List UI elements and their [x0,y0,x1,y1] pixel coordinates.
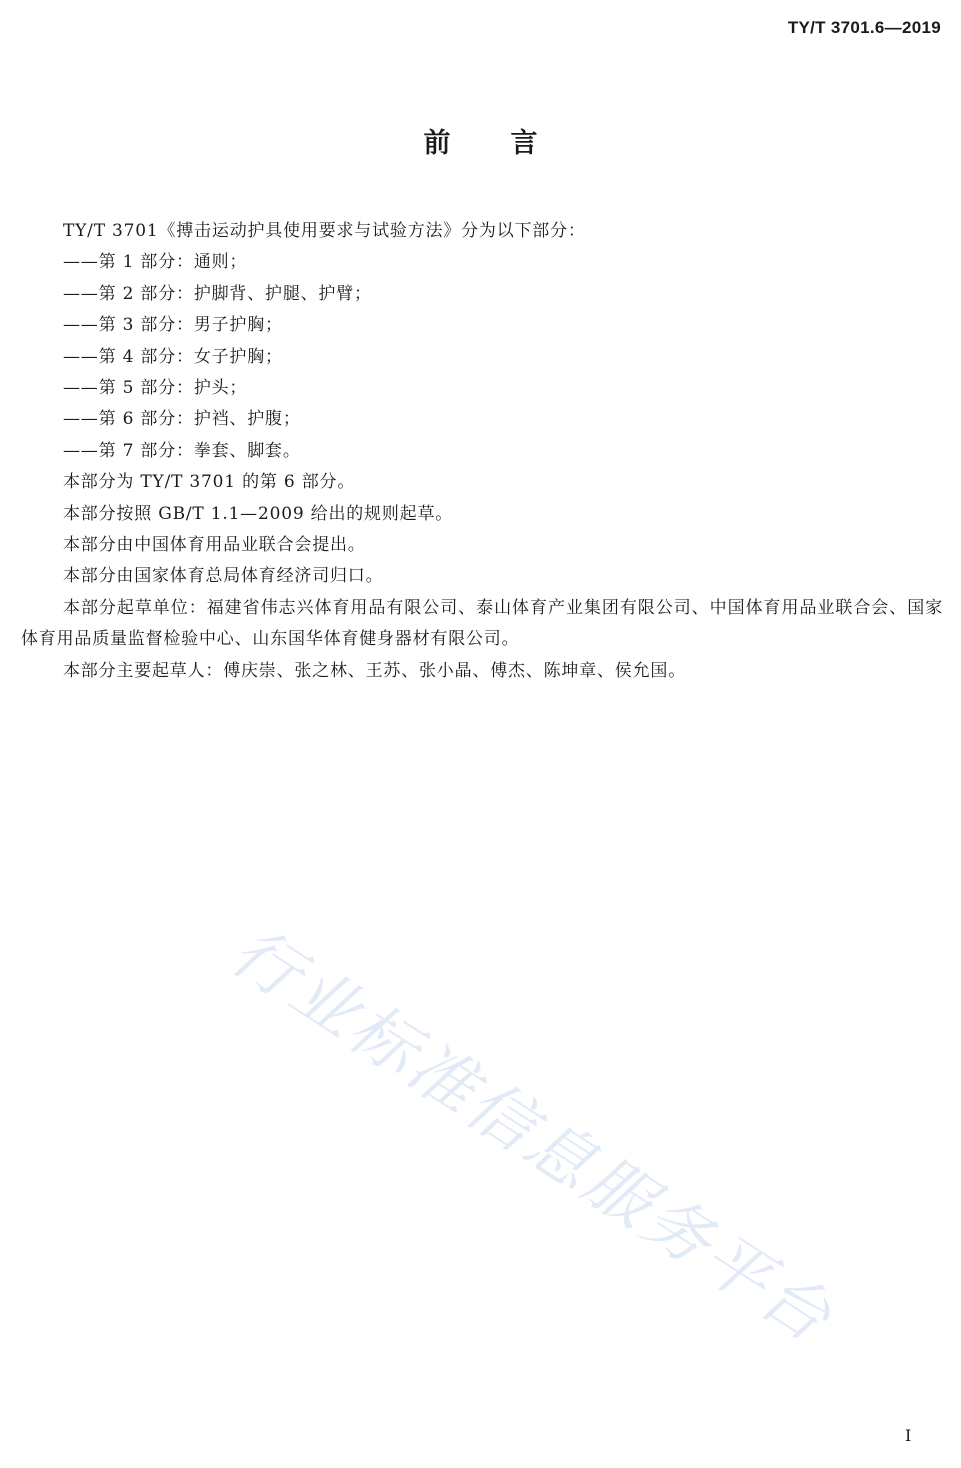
part-list-item: ——第 7 部分：拳套、脚套。 [63,440,301,461]
statement-paragraph: 本部分由中国体育用品业联合会提出。 [63,535,366,556]
part-list-item: ——第 5 部分：护头； [63,378,248,399]
part-list-item: ——第 3 部分：男子护胸； [63,315,283,336]
part-list-item: ——第 1 部分：通则； [63,252,248,273]
part-list-item: ——第 4 部分：女子护胸； [63,346,283,367]
drafters-paragraph: 本部分主要起草人：傅庆崇、张之林、王苏、张小晶、傅杰、陈坤章、侯允国。 [63,660,686,681]
standard-number: TY/T 3701.6—2019 [787,18,941,37]
drafting-units-paragraph: 本部分起草单位：福建省伟志兴体育用品有限公司、泰山体育产业集团有限公司、中国体育用品业联合会、国家体育用品质量监督检验中心、山东国华体育健身器材有限公司。 [21,597,943,650]
part-list-item: ——第 6 部分：护裆、护腹； [63,409,301,430]
page-title: 前言 [423,128,598,159]
watermark: 行业标准信息服务平台 [217,912,847,1359]
statement-paragraph: 本部分由国家体育总局体育经济司归口。 [63,566,384,587]
statement-paragraph: 本部分按照 GB/T 1.1—2009 给出的规则起草。 [63,503,454,524]
foreword-body [21,216,943,687]
part-list-item: ——第 2 部分：护脚背、护腿、护臂； [63,283,372,304]
page-number: I [905,1426,912,1445]
intro-paragraph: TY/T 3701《搏击运动护具使用要求与试验方法》分为以下部分： [63,221,586,241]
statement-paragraph: 本部分为 TY/T 3701 的第 6 部分。 [63,472,356,493]
